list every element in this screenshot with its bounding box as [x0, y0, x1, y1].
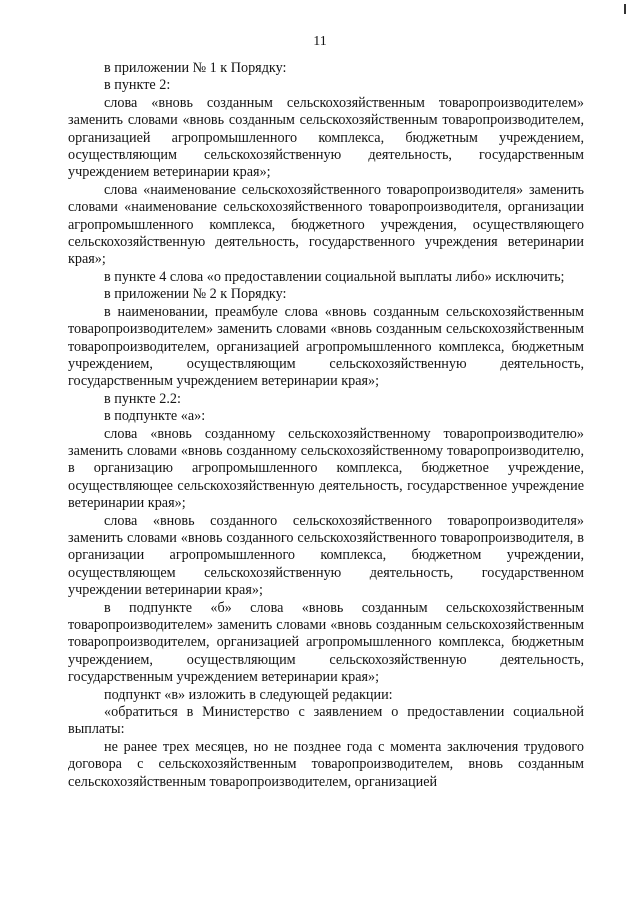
paragraph: слова «наименование сельскохозяйственного товаропроизводителя» заменить словами «наименование сельскохозяйственного товаропроизводителя, организации агропромышленного комплекса, бюджетного учреждения, осуществляющего сельскохозяйственную деятельность, государственного учреждения ветеринарии края»; [68, 181, 584, 268]
paragraph: в пункте 2.2: [104, 390, 181, 407]
paragraph: в наименовании, преамбуле слова «вновь созданным сельскохозяйственным товаропроизводителем» заменить словами «вновь созданным сельскохозяйственным товаропроизводителем, организацией агропромышленного комплекса, бюджетным учреждением, осуществляющим сельскохозяйственную деятельность, государственным учреждением ветеринарии края»; [68, 303, 584, 390]
document-body [68, 60, 584, 791]
paragraph: слова «вновь созданному сельскохозяйственному товаропроизводителю» заменить словами «вновь созданному сельскохозяйственному товаропроизводителю, в организацию агропромышленного комплекса, бюджетное учреждение, осуществляющее сельскохозяйственную деятельность, государственное учреждение ветеринарии края»; [68, 425, 584, 512]
paragraph: в подпункте «б» слова «вновь созданным сельскохозяйственным товаропроизводителем» заменить словами «вновь созданным сельскохозяйственным товаропроизводителем, организацией агропромышленного комплекса, бюджетным учреждением, осуществляющим сельскохозяйственную деятельность, государственным учреждением ветеринарии края»; [68, 599, 584, 686]
paragraph: в приложении № 2 к Порядку: [104, 286, 287, 303]
paragraph: «обратиться в Министерство с заявлением о предоставлении социальной выплаты: [68, 704, 584, 738]
paragraph: в подпункте «а»: [104, 408, 206, 425]
paragraph: в приложении № 1 к Порядку: [104, 60, 287, 76]
paragraph: слова «вновь созданным сельскохозяйственным товаропроизводителем» заменить словами «вновь созданным сельскохозяйственным товаропроизводителем, организацией агропромышленного комплекса, бюджетным учреждением, осуществляющим сельскохозяйственную деятельность, государственным учреждением ветеринарии края»; [68, 94, 584, 181]
paragraph: слова «вновь созданного сельскохозяйственного товаропроизводителя» заменить словами «вновь созданного сельскохозяйственного товаропроизводителя, в организации агропромышленного комплекса, бюджетном учреждении, осуществляющем сельскохозяйственную деятельность, государственном учреждении ветеринарии края»; [68, 512, 584, 599]
paragraph: не ранее трех месяцев, но не позднее года с момента заключения трудового договора с сельскохозяйственным товаропроизводителем, вновь созданным сельскохозяйственным товаропроизводителем, организацией [68, 738, 584, 790]
paragraph: в пункте 2: [104, 77, 171, 94]
page-number: 11 [313, 34, 327, 49]
paragraph: подпункт «в» изложить в следующей редакции: [104, 686, 393, 703]
scan-mark [624, 4, 626, 14]
paragraph: в пункте 4 слова «о предоставлении социальной выплаты либо» исключить; [104, 268, 565, 285]
